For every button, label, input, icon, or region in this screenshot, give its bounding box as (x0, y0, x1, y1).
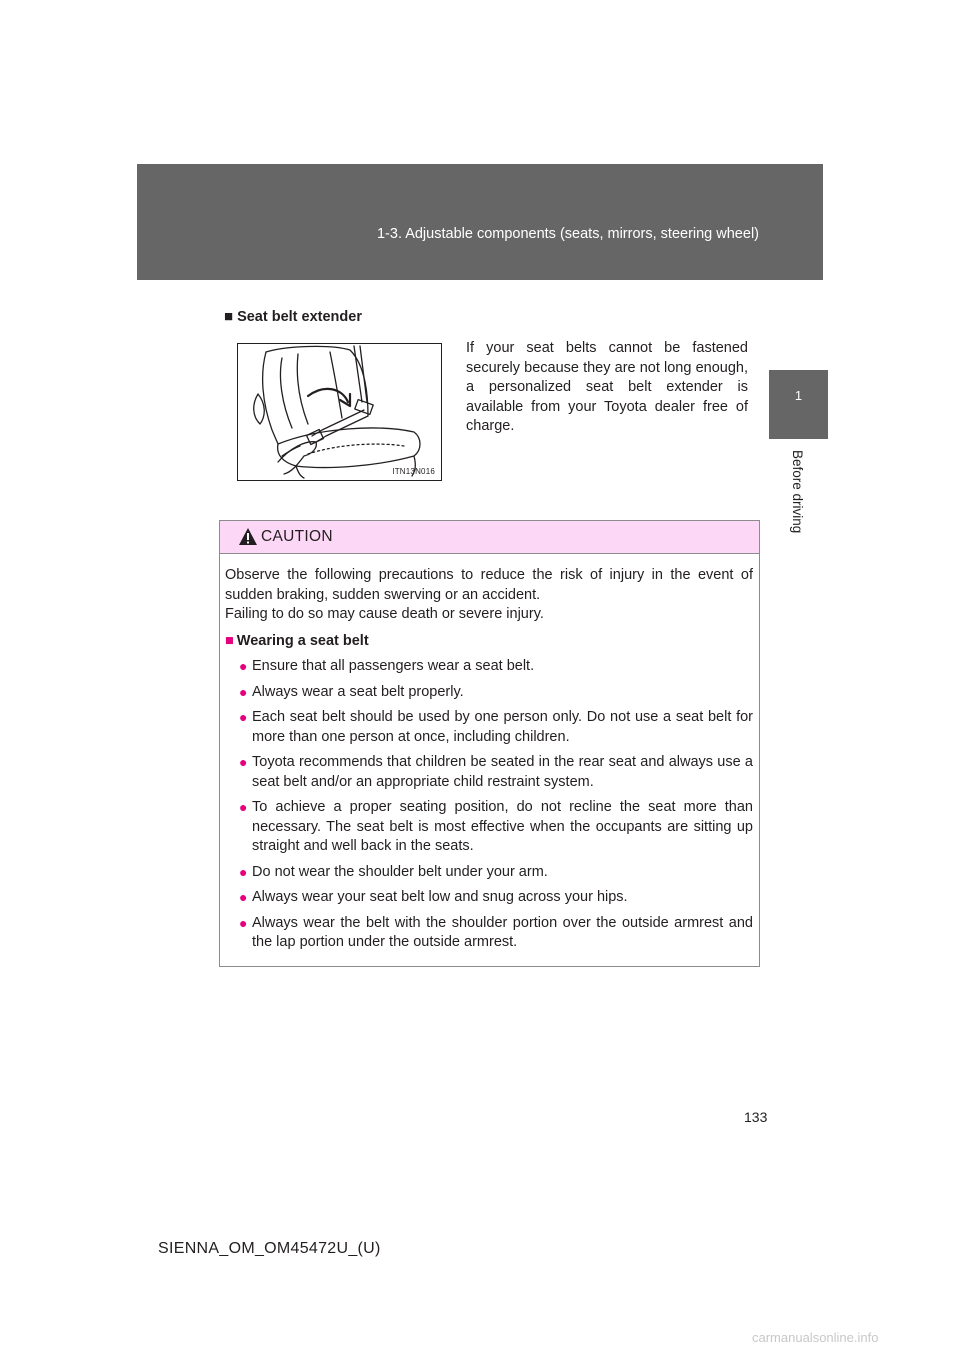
bullet-dot-icon: ● (239, 889, 248, 905)
bullet-dot-icon: ● (239, 799, 248, 815)
list-item (225, 753, 753, 792)
bullet-dot-icon: ● (239, 914, 248, 931)
caution-title: CAUTION (261, 528, 333, 545)
bullet-text: To achieve a proper seating position, do not recline the seat more than necessary. The seat belt is most effective when the occupants are sitting up straight and well back in the seats. (252, 799, 753, 854)
subheading-marker: ■ (225, 632, 234, 649)
bullet-dot-icon: ● (239, 863, 248, 880)
caution-subheading (225, 632, 753, 652)
bullet-dot-icon: ● (239, 709, 248, 725)
caution-body (220, 554, 759, 953)
heading-text: Seat belt extender (237, 309, 362, 325)
warning-triangle-icon (238, 527, 258, 546)
figure-code: ITN13N016 (392, 467, 435, 476)
caution-bullet-list (225, 657, 753, 953)
bullet-text: Always wear the belt with the shoulder portion over the outside armrest and the lap portion under the outside armrest. (252, 914, 753, 950)
caution-box (219, 520, 760, 967)
seat-illustration (238, 344, 441, 480)
list-item (225, 888, 753, 908)
bullet-dot-icon: ● (239, 658, 248, 674)
bullet-text: Do not wear the shoulder belt under your arm. (252, 863, 548, 880)
list-item (225, 863, 753, 883)
bullet-text: Ensure that all passengers wear a seat belt. (252, 658, 535, 674)
list-item (225, 657, 753, 677)
subheading-text: Wearing a seat belt (236, 632, 369, 649)
list-item (225, 914, 753, 953)
heading-marker: ■ (224, 308, 234, 325)
chapter-label-text: Before driving (790, 450, 805, 534)
caution-intro-line-2: Failing to do so may cause death or severe injury. (225, 606, 544, 622)
bullet-text: Always wear a seat belt properly. (252, 683, 464, 700)
list-item (225, 798, 753, 857)
bullet-text: Each seat belt should be used by one person only. Do not use a seat belt for more than one person at once, including children. (252, 709, 753, 745)
watermark[interactable]: carmanualsonline.info (752, 1330, 879, 1345)
bullet-dot-icon: ● (239, 683, 248, 700)
list-item (225, 683, 753, 703)
caution-intro-line-1: Observe the following precautions to reduce the risk of injury in the event of sudden braking, sudden swerving or an accident. (225, 567, 753, 603)
header-band (137, 164, 823, 280)
section-title: 1-3. Adjustable components (seats, mirrors, steering wheel) (376, 226, 759, 242)
caution-intro (225, 566, 753, 625)
section-heading (224, 308, 362, 325)
intro-paragraph: If your seat belts cannot be fastened securely because they are not long enough, a personalized seat belt extender is available from your Toyota dealer free of charge. (466, 340, 748, 434)
chapter-label (768, 450, 828, 545)
chapter-tab[interactable] (769, 370, 828, 439)
document-code: SIENNA_OM_OM45472U_(U) (158, 1240, 381, 1257)
caution-header (220, 521, 759, 554)
list-item (225, 708, 753, 747)
bullet-dot-icon: ● (239, 754, 248, 770)
seat-belt-extender-figure (237, 343, 442, 481)
chapter-number: 1 (794, 388, 803, 403)
page-number: 133 (744, 1109, 768, 1125)
bullet-text: Always wear your seat belt low and snug across your hips. (252, 889, 628, 905)
bullet-text: Toyota recommends that children be seated in the rear seat and always use a seat belt and/or an appropriate child restraint system. (252, 754, 753, 790)
